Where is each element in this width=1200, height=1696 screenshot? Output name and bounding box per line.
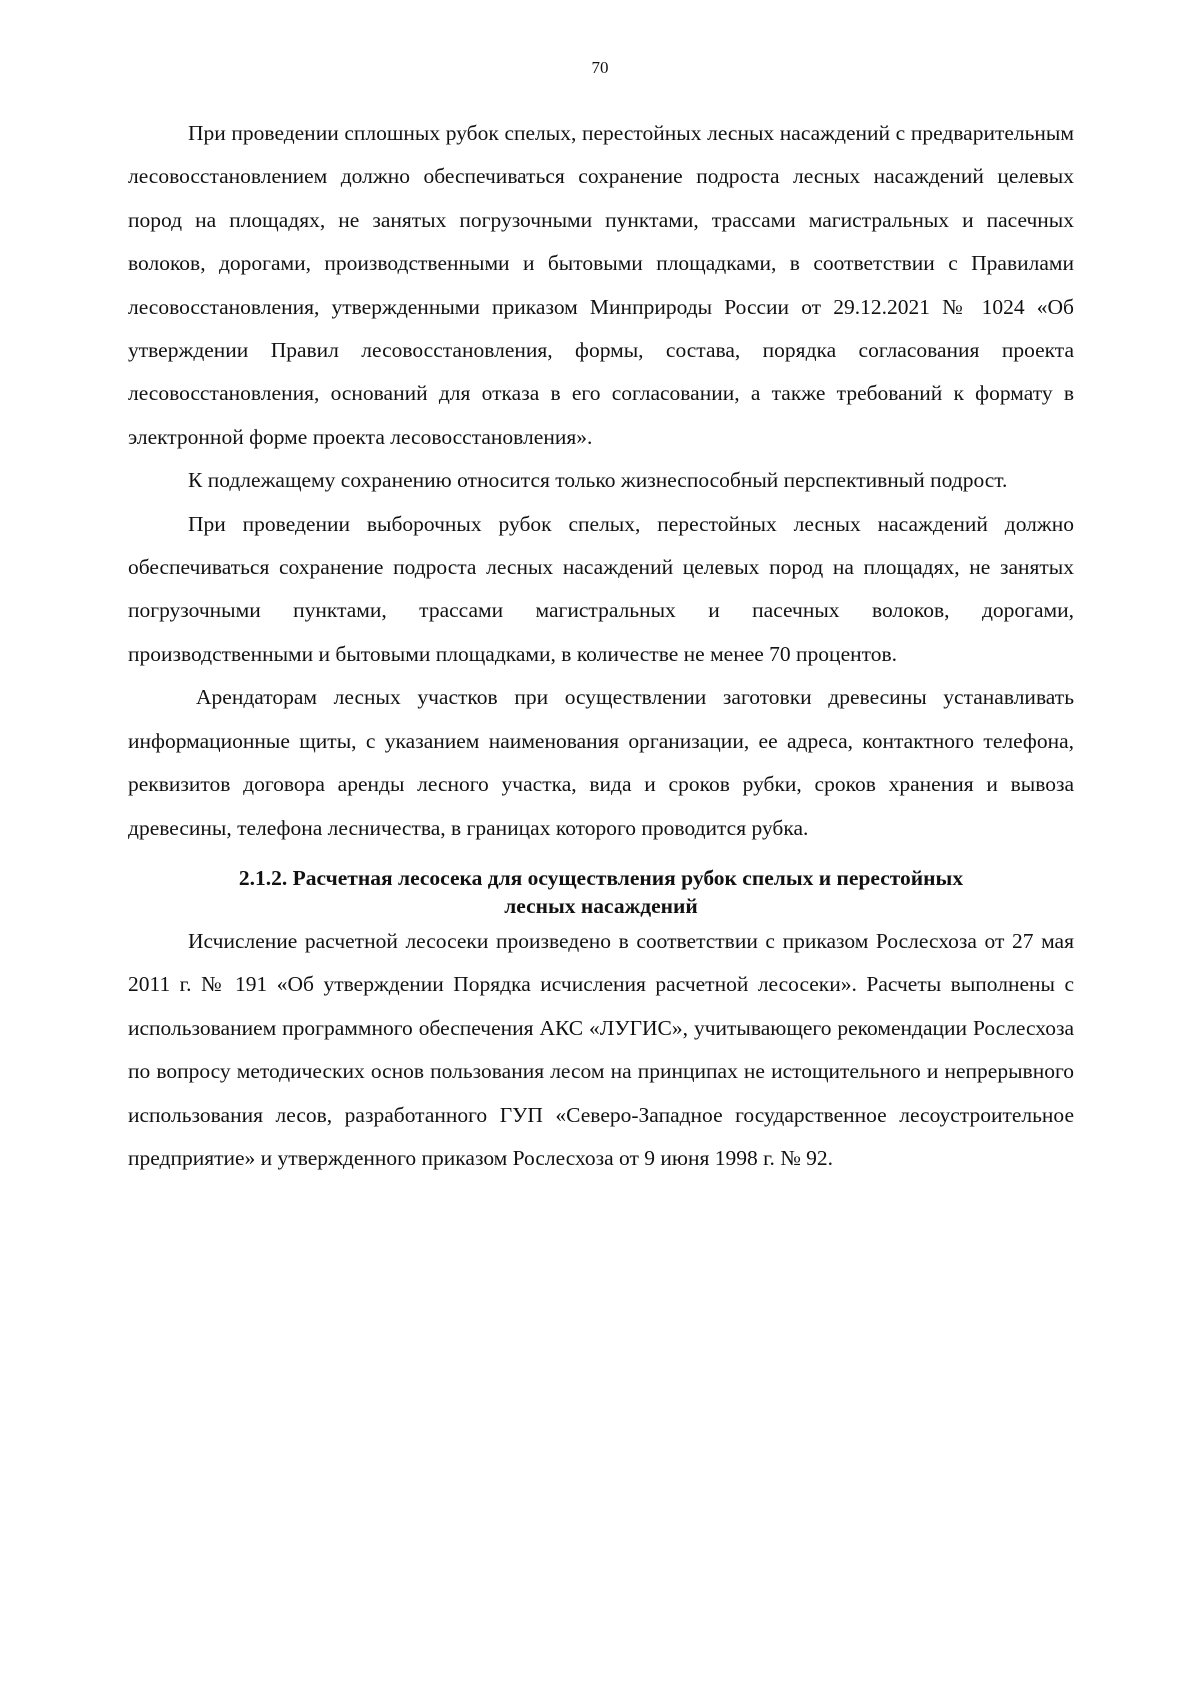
section-heading-line-2: лесных насаждений: [504, 893, 698, 918]
paragraph-information-boards: Арендаторам лесных участков при осуществлении заготовки древесины устанавливать информационные щиты, с указанием наименования организации, ее адреса, контактного телефона, реквизитов договора аренды лесного участка, вида и сроков рубки, сроков хранения и вывоза древесины, телефона лесничества, в границах которого проводится рубка.: [128, 685, 1074, 840]
page-number: 70: [591, 58, 609, 77]
section-heading-line-1: 2.1.2. Расчетная лесосека для осуществления рубок спелых и перестойных: [238, 865, 964, 890]
paragraph-selective-cutting: При проведении выборочных рубок спелых, перестойных лесных насаждений должно обеспечиваться сохранение подроста лесных насаждений целевых пород на площадях, не занятых погрузочными пунктами, трассами магистральных и пасечных волоков, дорогами, производственными и бытовыми площадками, в количестве не менее 70 процентов.: [128, 511, 1074, 666]
paragraph-viable-undergrowth: К подлежащему сохранению относится только жизнеспособный перспективный подрост.: [188, 468, 1008, 493]
section-heading: [128, 864, 1074, 920]
paragraph-allowable-cut: Исчисление расчетной лесосеки произведено в соответствии с приказом Рослесхоза от 27 мая 2011 г. № 191 «Об утверждении Порядка исчисления расчетной лесосеки». Расчеты выполнены с использованием программного обеспечения АКС «ЛУГИС», учитывающего рекомендации Рослесхоза по вопросу методических основ пользования лесом на принципах не истощительного и непрерывного использования лесов, разработанного ГУП «Северо-Западное государственное лесоустроительное предприятие» и утвержденного приказом Рослесхоза от 9 июня 1998 г. № 92.: [128, 928, 1074, 1170]
paragraph-clear-cutting: При проведении сплошных рубок спелых, перестойных лесных насаждений с предварительным лесовосстановлением должно обеспечиваться сохранение подроста лесных насаждений целевых пород на площадях, не занятых погрузочными пунктами, трассами магистральных и пасечных волоков, дорогами, производственными и бытовыми площадками, в соответствии с Правилами лесовосстановления, утвержденными приказом Минприроды России от 29.12.2021 № 1024 «Об утверждении Правил лесовосстановления, формы, состава, порядка согласования проекта лесовосстановления, оснований для отказа в его согласовании, а также требований к формату в электронной форме проекта лесовосстановления».: [128, 121, 1074, 449]
document-body: [128, 112, 1074, 1180]
